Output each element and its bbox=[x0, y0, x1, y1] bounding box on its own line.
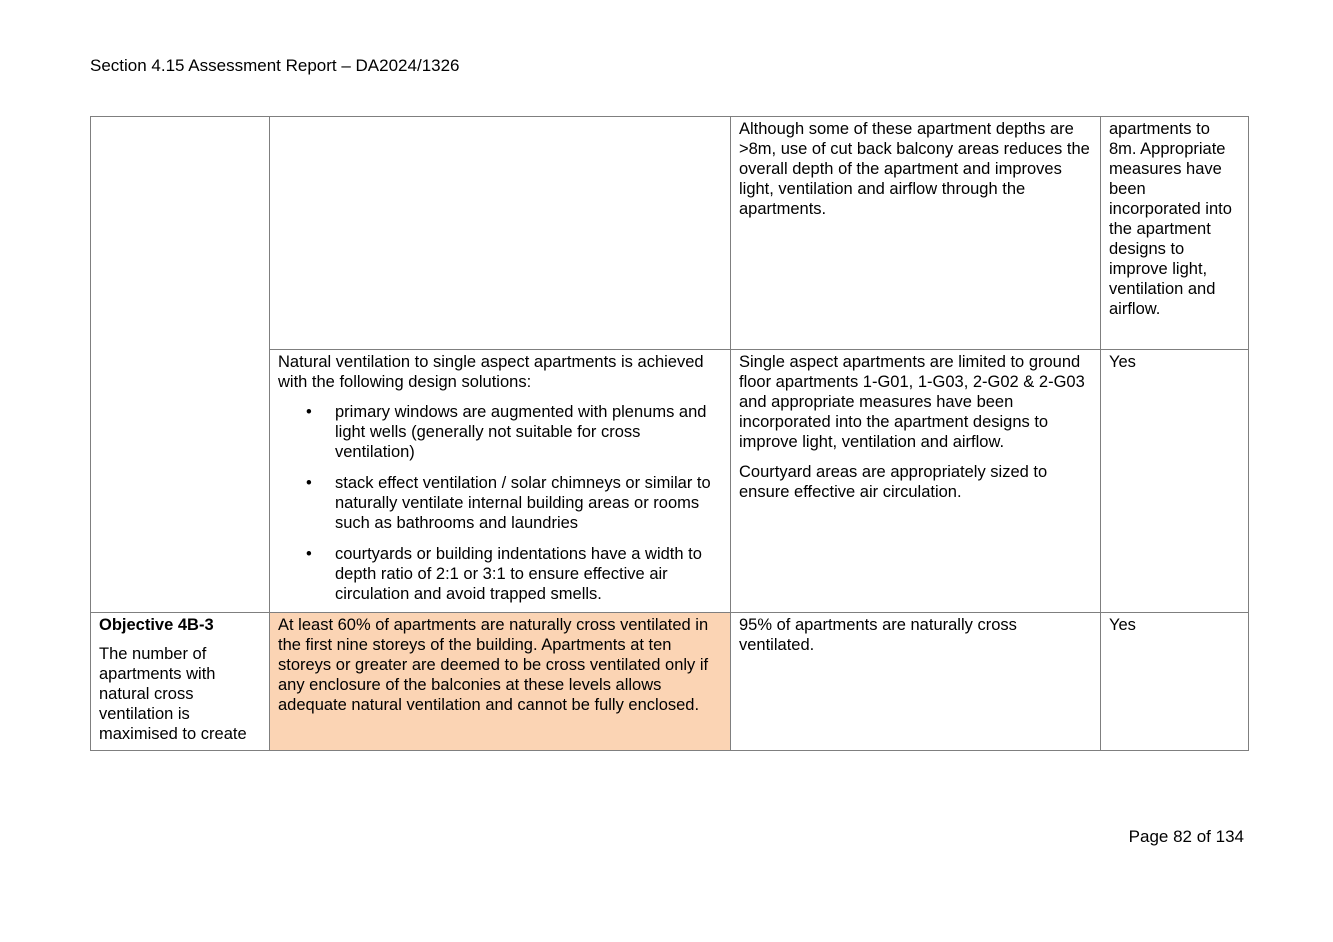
compliance-cell bbox=[1101, 613, 1249, 751]
list-item bbox=[306, 473, 722, 533]
bullet-icon: • bbox=[306, 403, 312, 421]
design-criteria-cell bbox=[270, 350, 731, 613]
bullet-icon: • bbox=[306, 545, 312, 563]
list-item bbox=[306, 402, 722, 462]
objective-cell bbox=[91, 613, 270, 751]
objective-title: Objective 4B-3 bbox=[99, 616, 214, 634]
page-number: Page 82 of 134 bbox=[1128, 827, 1244, 846]
comment-cell bbox=[731, 117, 1101, 350]
design-intro-text: Natural ventilation to single aspect apartments is achieved with the following design solutions: bbox=[278, 353, 704, 391]
objective-cell-empty bbox=[91, 117, 270, 613]
design-solutions-list bbox=[278, 402, 722, 604]
objective-text: The number of apartments with natural cross ventilation is maximised to create bbox=[99, 645, 247, 743]
comment-text: Single aspect apartments are limited to ground floor apartments 1-G01, 1-G03, 2-G02 & 2-G03 and appropriate measures have been incorporated into the apartment designs to improve light, ventilation and airflow. bbox=[739, 353, 1085, 451]
compliance-cell bbox=[1101, 117, 1249, 350]
design-criteria-cell-empty bbox=[270, 117, 731, 350]
compliance-text: apartments to 8m. Appropriate measures have been incorporated into the apartment designs to improve light, ventilation and airflow. bbox=[1109, 120, 1232, 318]
assessment-table bbox=[90, 116, 1249, 751]
compliance-cell bbox=[1101, 350, 1249, 613]
table-row bbox=[91, 117, 1249, 350]
design-criteria-text: At least 60% of apartments are naturally cross ventilated in the first nine storeys of the building. Apartments at ten storeys or greater are deemed to be cross ventilated only if any enclosure of the balconies at these levels allows adequate natural ventilation and cannot be fully enclosed. bbox=[278, 616, 709, 714]
list-item bbox=[306, 544, 722, 604]
bullet-icon: • bbox=[306, 474, 312, 492]
list-item-text: primary windows are augmented with plenums and light wells (generally not suitable for cross ventilation) bbox=[335, 403, 707, 461]
comment-text: Courtyard areas are appropriately sized to ensure effective air circulation. bbox=[739, 463, 1048, 501]
comment-cell bbox=[731, 350, 1101, 613]
page-header: Section 4.15 Assessment Report – DA2024/1326 bbox=[90, 56, 460, 75]
comment-text: Although some of these apartment depths are >8m, use of cut back balcony areas reduces the overall depth of the apartment and improves light, ventilation and airflow through the apartments. bbox=[739, 120, 1090, 218]
compliance-text: Yes bbox=[1109, 616, 1136, 634]
list-item-text: courtyards or building indentations have a width to depth ratio of 2:1 or 3:1 to ensure effective air circulation and avoid trapped smells. bbox=[335, 545, 702, 603]
compliance-text: Yes bbox=[1109, 353, 1136, 371]
table-row bbox=[91, 613, 1249, 751]
list-item-text: stack effect ventilation / solar chimneys or similar to naturally ventilate internal building areas or rooms such as bathrooms and laundries bbox=[335, 474, 711, 532]
design-criteria-cell-highlighted bbox=[270, 613, 731, 751]
comment-text: 95% of apartments are naturally cross ventilated. bbox=[739, 616, 1017, 654]
comment-cell bbox=[731, 613, 1101, 751]
